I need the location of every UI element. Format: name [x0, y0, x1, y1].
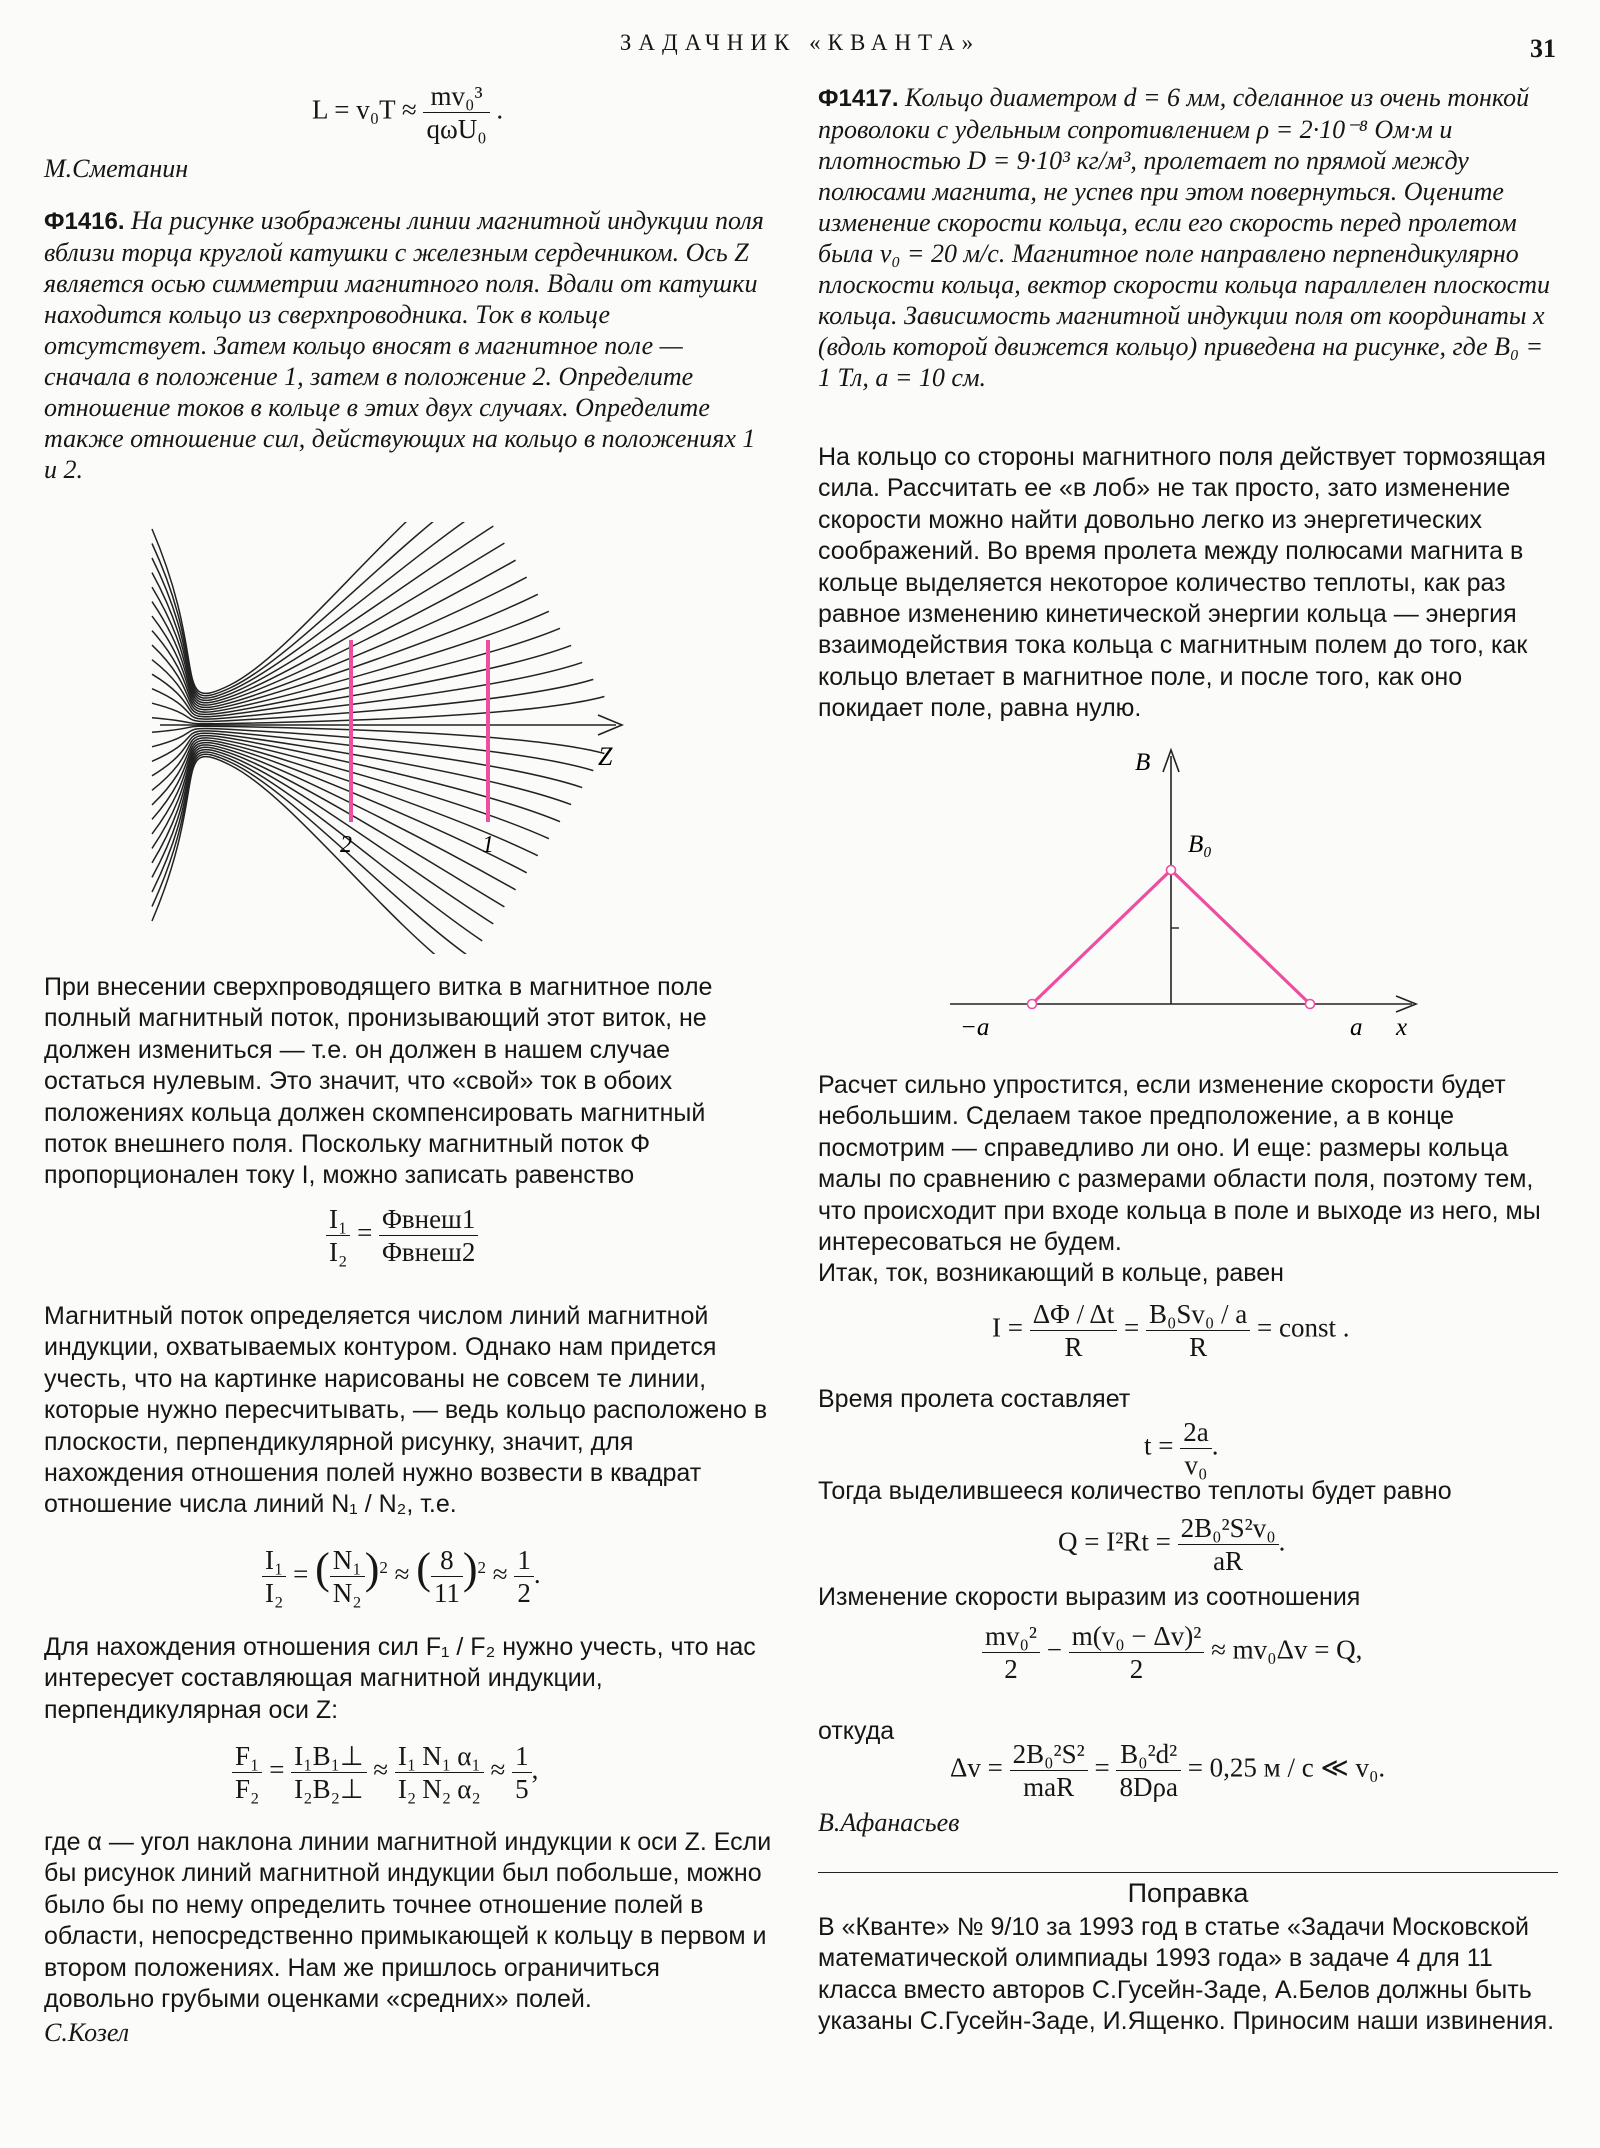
prev-author: М.Сметанин: [44, 154, 189, 183]
field-line: [152, 522, 460, 693]
problem-id: Ф1417.: [818, 85, 899, 112]
prev-formula: L = v₀T ≈ $\frac{\text{mv₀³}}{\text{qωU₀}}$ .: [312, 81, 504, 144]
position-1-label: 1: [482, 832, 494, 858]
author-kozel: С.Козел: [44, 2018, 130, 2047]
paragraph-r1: На кольцо со стороны магнитного поля действует тормозящая сила. Рассчитать ее «в лоб» не так просто, зато изменение скорости можно найти довольно легко из энергетических соображений. Во время пролета между полюсами магнита в кольце выделяется некоторое количество теплоты, как раз равное изменению кинетической энергии кольца — энергия взаимодействия тока кольца с магнитным полем до того, как кольцо влетает в магнитное поле, и после того, как оно покидает поле, равна нулю.: [818, 443, 1546, 723]
problem-1416: [44, 205, 774, 485]
field-line: [152, 757, 460, 954]
paragraph-r6: Изменение скорости выразим из соотношения: [818, 1583, 1361, 1611]
point-a: [1306, 1000, 1315, 1009]
a-label: a: [1350, 1014, 1363, 1041]
field-line: [152, 750, 493, 924]
field-lines: [152, 522, 604, 954]
minus-a-label: −a: [960, 1014, 990, 1041]
formula-heat: Q = I²Rt = $\frac{\text{2B₀²S²v₀}}{aR}$ .: [1058, 1513, 1286, 1576]
field-line: [152, 752, 482, 941]
y-axis-label: B: [1135, 749, 1151, 776]
paragraph-r2: Расчет сильно упростится, если изменение скорости будет небольшим. Сделаем такое предположение, а в конце посмотрим — справедливо ли оно. И еще: размеры кольца малы по сравнению с размерами области поля, поэтому тем, что происходит при входе кольца в поле и выходе из него, мы интересоваться не будем.: [818, 1071, 1541, 1257]
formula-current-ratio: $\frac{\text{I₁}}{\text{I₂}}$ = $\frac{\text{Φвнеш1}}{\text{Φвнеш2}}$: [326, 1203, 478, 1268]
b-of-x-graph: [930, 742, 1430, 1048]
x-axis-label: x: [1396, 1014, 1408, 1041]
running-header: ЗАДАЧНИК «КВАНТА»: [619, 30, 981, 55]
formula-lines-ratio: $\frac{\text{I₁}}{\text{I₂}}$ = ( $\frac{\text{N₁}}{\text{N₂}}$ )$^2$ ≈ ( $\frac{8}{11}$ )$^2$ ≈ $\frac{1}{2}$ .: [262, 1543, 541, 1609]
position-2-label: 2: [340, 832, 352, 858]
paragraph-4: где α — угол наклона линии магнитной индукции к оси Z. Если бы рисунок линий магнитной индукции был побольше, можно было бы по нему определить точнее отношение полей в области, непосредственно примыкающей к кольцу в первом и втором положениях. Нам же пришлось ограничиться довольно грубыми оценками «средних» полей.: [44, 1828, 772, 2014]
field-lines-figure: [150, 522, 650, 954]
peak-label: B₀: [1188, 831, 1212, 858]
divider: [818, 1872, 1558, 1873]
formula-current: I = $\frac{\Delta\Phi / \Delta t}{R}$ = $\frac{\text{B₀Sv₀ / a}}{R}$ = const .: [992, 1299, 1350, 1362]
paragraph-r3: Итак, ток, возникающий в кольце, равен: [818, 1259, 1284, 1287]
problem-text: Кольцо диаметром d = 6 мм, сделанное из очень тонкой проволоки с удельным сопротивлением ρ = 2·10⁻⁸ Ом·м и плотностью D = 9·10³ кг/м³, пролетает по прямой между полюсами магнита, не успев при этом повернуться. Оцените изменение скорости кольца, если его скорость перед пролетом была v₀ = 20 м/с. Магнитное поле направлено перпендикулярно плоскости кольца, вектор скорости кольца параллелен плоскости кольца. Зависимость магнитной индукции поля от координаты x (вдоль которой движется кольцо) приведена на рисунке, где B₀ = 1 Тл, a = 10 см.: [818, 83, 1550, 392]
formula-energy: $\frac{\text{mv₀²}}{2}$ − $\frac{\text{m(v₀ − Δv)²}}{2}$ ≈ mv₀Δv = Q,: [982, 1620, 1362, 1685]
correction-title: Поправка: [1127, 1878, 1249, 1908]
correction-text: В «Кванте» № 9/10 за 1993 год в статье «Задачи Московской математической олимпиады 1993 года» в задаче 4 для 11 класса вместо авторов С.Гусейн-Заде, А.Белов должны быть указаны С.Гусейн-Заде, И.Ященко. Приносим наши извинения.: [818, 1913, 1555, 2036]
point-peak: [1167, 866, 1176, 875]
paragraph-r5: Тогда выделившееся количество теплоты будет равно: [818, 1477, 1452, 1505]
field-line: [152, 747, 504, 907]
paragraph-2: Магнитный поток определяется числом линий магнитной индукции, охватываемых контуром. Однако нам придется учесть, что на картинке нарисованы не совсем те линии, которые нужно пересчитывать, — ведь кольцо расположено в плоскости, перпендикулярной рисунку, значит, для нахождения отношения полей нужно возвести в квадрат отношение числа линий N₁ / N₂, т.е.: [44, 1302, 768, 1519]
paragraph-3: Для нахождения отношения сил F₁ / F₂ нужно учесть, что нас интересует составляющая магнитной индукции, перпендикулярная оси Z:: [44, 1633, 756, 1724]
paragraph-r4: Время пролета составляет: [818, 1385, 1131, 1413]
z-axis-label: Z: [598, 742, 613, 771]
point-minus-a: [1028, 1000, 1037, 1009]
problem-id: Ф1416.: [44, 208, 125, 235]
field-line: [152, 526, 493, 700]
formula-forces-ratio: $\frac{\text{F₁}}{\text{F₂}}$ = $\frac{\text{I₁B₁⊥}}{\text{I₂B₂⊥}}$ ≈ $\frac{\text{I₁}}{\text{I₂}}$ $\frac{\text{N₁}}{\text{N₂}}$ $\frac{\text{α₁}}{\text{α₂}}$ ≈ $\frac{1}{5}$ ,: [232, 1740, 538, 1805]
paragraph-1: При внесении сверхпроводящего витка в магнитное поле полный магнитный поток, пронизывающий этот виток, не должен измениться — т.е. он должен в нашем случае остаться нулевым. Это значит, что «свой» ток в обоих положениях кольца должен скомпенсировать магнитный поток внешнего поля. Поскольку магнитный поток Φ пропорционален току I, можно записать равенство: [44, 973, 713, 1190]
field-line: [152, 543, 504, 703]
problem-1417: [818, 82, 1558, 393]
paragraph-r7: откуда: [818, 1717, 895, 1745]
page-number: 31: [1530, 34, 1556, 63]
formula-delta-v: Δv = $\frac{\text{2B₀²S²}}{\text{maR}}$ = $\frac{\text{B₀²d²}}{\text{8Dρa}}$ = 0,25 м / с ≪ v₀.: [950, 1739, 1386, 1802]
author-afanasiev: В.Афанасьев: [818, 1808, 960, 1837]
formula-time: t = $\frac{2a}{\text{v₀}}$ .: [1144, 1417, 1219, 1480]
problem-text: На рисунке изображены линии магнитной индукции поля вблизи торца круглой катушки с железным сердечником. Ось Z является осью симметрии магнитного поля. Вдали от катушки находится кольцо из сверхпроводника. Ток в кольце отсутствует. Затем кольцо вносят в магнитное поле — сначала в положение 1, затем в положение 2. Определите отношение токов в кольце в этих двух случаях. Определите также отношение сил, действующих на кольцо в положениях 1 и 2.: [44, 206, 764, 484]
